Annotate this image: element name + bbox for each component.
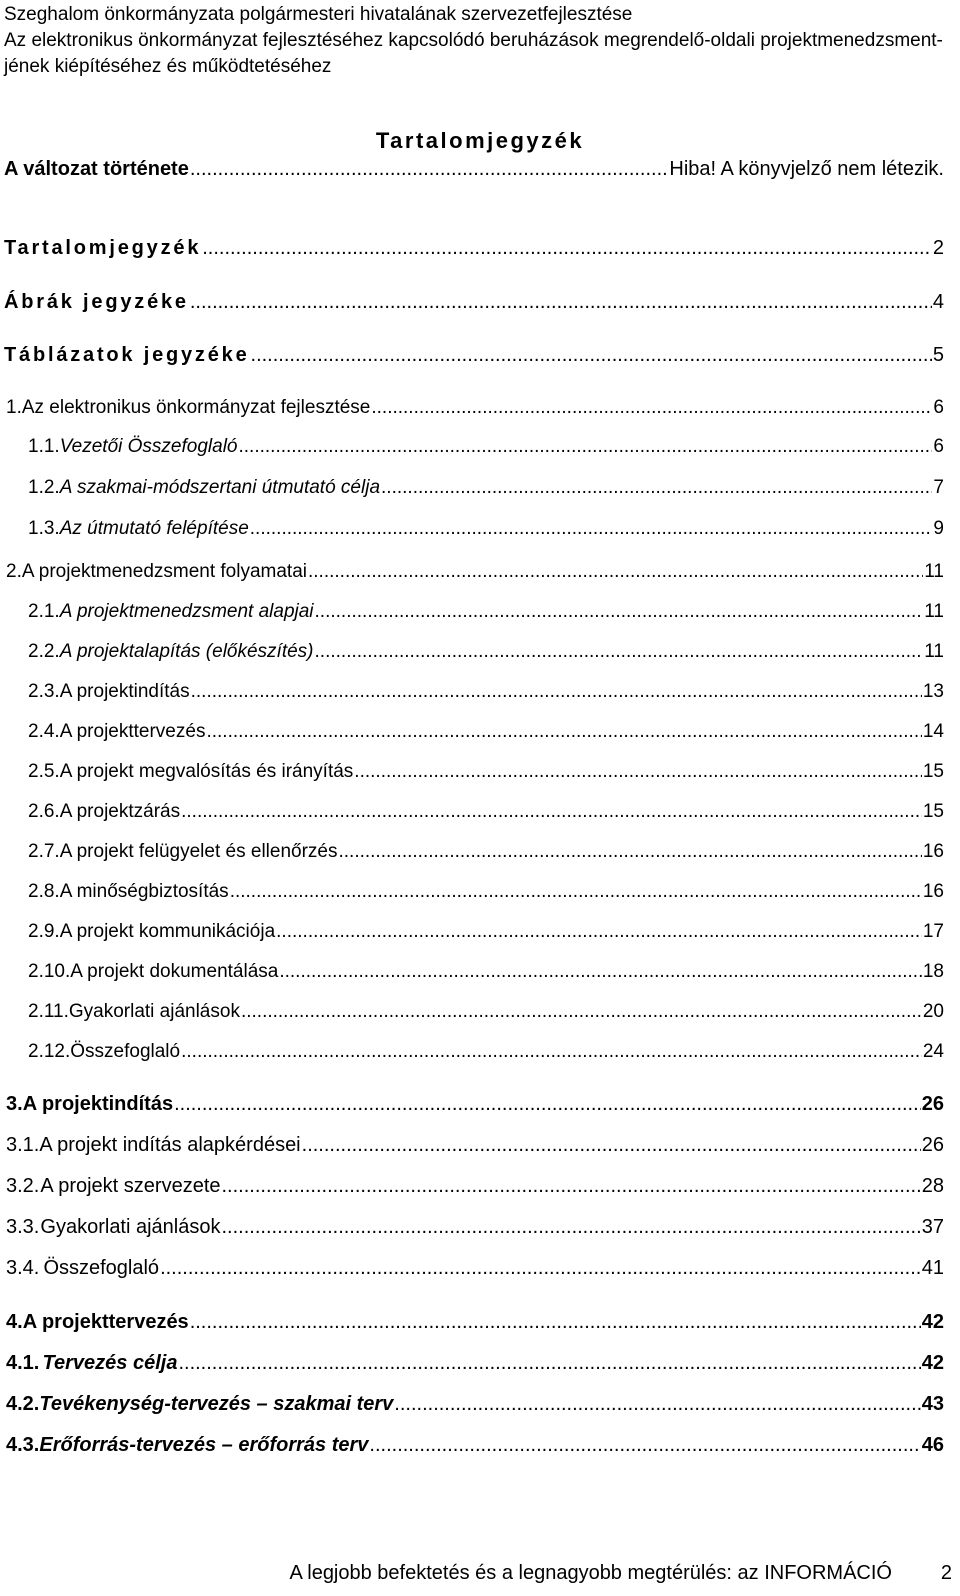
toc-entry-label: A projekt szervezete (40, 1175, 221, 1197)
toc-entry-page: 5 (932, 344, 944, 366)
toc-leader-dots (206, 721, 921, 743)
toc-entry-label: A szakmai-módszertani útmutató célja (59, 477, 381, 498)
toc-entry-page: 41 (921, 1257, 944, 1279)
toc-entry-page: 42 (921, 1311, 944, 1333)
toc-entry-page: 6 (933, 436, 944, 457)
toc-entry-number: 3.4. (6, 1257, 40, 1279)
toc-entry-page: 2 (932, 237, 944, 259)
toc-entry-page: 46 (921, 1434, 944, 1456)
toc-entry-number: 2.2. (28, 641, 60, 662)
toc-leader-dots (190, 1311, 921, 1334)
toc-entry-number: 2.7. (28, 841, 60, 862)
toc-entry-label: A projektmenedzsment folyamatai (21, 561, 307, 582)
toc-entry-number: 2.6. (28, 801, 60, 822)
toc-entry[interactable] (28, 477, 944, 507)
toc-entry-label: A projektindítás (59, 681, 190, 702)
toc-entry-page: 16 (922, 841, 944, 862)
toc-entry-page: 13 (922, 681, 944, 702)
toc-title: Tartalomjegyzék (375, 128, 585, 153)
toc-entry[interactable] (28, 881, 944, 911)
toc-entry-label: Gyakorlati ajánlások (68, 1001, 240, 1022)
toc-entry-page: Hiba! A könyvjelző nem létezik. (669, 158, 944, 180)
footer-text: A legjobb befektetés és a legnagyobb megtérülés: az INFORMÁCIÓ (289, 1562, 892, 1584)
toc-entry-page: 43 (921, 1393, 944, 1415)
toc-entry-number: 1.2. (28, 477, 60, 498)
toc-entry-number: 2.4. (28, 721, 60, 742)
toc-entry[interactable] (28, 518, 944, 548)
toc-entry-number: 2.9. (28, 921, 60, 942)
toc-entry-page: 17 (922, 921, 944, 942)
toc-entry-label: Erőforrás-tervezés – erőforrás terv (39, 1434, 369, 1456)
toc-entry[interactable] (28, 1001, 944, 1031)
toc-entry[interactable] (28, 436, 944, 466)
toc-entry-page: 4 (932, 291, 944, 313)
toc-entry-page: 14 (922, 721, 944, 742)
toc-entry-number: 3.3. (6, 1216, 40, 1238)
toc-leader-dots (276, 921, 922, 943)
toc-leader-dots (250, 518, 933, 540)
toc-leader-dots (371, 397, 932, 419)
toc-leader-dots (174, 1093, 921, 1116)
toc-entry-label: Összefoglaló (43, 1257, 160, 1279)
toc-entry-label: A projekt dokumentálása (70, 961, 279, 982)
footer-page-number: 2 (940, 1562, 952, 1584)
toc-entry[interactable] (6, 1257, 944, 1287)
toc-leader-dots (190, 158, 669, 181)
toc-entry-page: 24 (922, 1041, 944, 1062)
toc-entry-label: A projektmenedzsment alapjai (59, 601, 314, 622)
toc-entry-label: A változat története (4, 158, 189, 180)
toc-entry-number: 1.3. (28, 518, 60, 539)
toc-leader-dots (178, 1352, 920, 1375)
toc-entry-page: 26 (921, 1134, 944, 1156)
toc-entry-page: 9 (933, 518, 944, 539)
toc-entry[interactable] (6, 1393, 944, 1423)
toc-entry[interactable] (6, 1175, 944, 1205)
toc-entry-number: 2.11. (28, 1001, 69, 1022)
toc-leader-dots (230, 881, 922, 903)
toc-entry-number: 2.12. (28, 1041, 71, 1062)
toc-entry-number: 4.1. (6, 1352, 40, 1374)
toc-entry-page: 11 (924, 561, 944, 582)
toc-entry-label: Tevékenység-tervezés – szakmai terv (39, 1393, 394, 1415)
toc-leader-dots (202, 237, 932, 260)
toc-entry-page: 11 (924, 641, 944, 662)
toc-leader-dots (222, 1216, 921, 1239)
toc-entry-label: Gyakorlati ajánlások (40, 1216, 221, 1238)
toc-leader-dots (394, 1393, 920, 1416)
toc-entry-page: 42 (921, 1352, 944, 1374)
toc-entry-label: A projekttervezés (22, 1311, 189, 1333)
toc-entry-page: 15 (922, 801, 944, 822)
toc-entry-page: 28 (921, 1175, 944, 1197)
toc-entry-label: A projektzárás (59, 801, 181, 822)
toc-leader-dots (190, 291, 932, 314)
toc-entry[interactable] (6, 1434, 944, 1464)
toc-entry-number: 3.1. (6, 1134, 40, 1156)
toc-entry-label: Az útmutató felépítése (59, 518, 249, 539)
toc-entry[interactable] (28, 961, 944, 991)
toc-entry-label: A projekttervezés (59, 721, 206, 742)
toc-entry[interactable] (4, 158, 944, 188)
toc-entry-page: 11 (924, 601, 944, 622)
toc-entry-label: A projektalapítás (előkészítés) (59, 641, 314, 662)
toc-leader-dots (181, 1041, 922, 1063)
toc-entry-page: 15 (922, 761, 944, 782)
toc-leader-dots (222, 1175, 921, 1198)
toc-entry[interactable] (28, 761, 944, 791)
toc-leader-dots (381, 477, 932, 499)
toc-entry-page: 16 (922, 881, 944, 902)
toc-entry-label: A projekt megvalósítás és irányítás (59, 761, 354, 782)
toc-entry[interactable] (4, 344, 944, 374)
toc-entry-number: 1.1. (28, 436, 60, 457)
toc-entry-page: 18 (922, 961, 944, 982)
toc-leader-dots (160, 1257, 921, 1280)
toc-entry[interactable] (28, 801, 944, 831)
toc-entry-number: 1. (6, 397, 22, 418)
toc-leader-dots (279, 961, 922, 983)
toc-entry-label: A projekt indítás alapkérdései (39, 1134, 301, 1156)
toc-entry-label: A projekt kommunikációja (59, 921, 276, 942)
toc-leader-dots (308, 561, 923, 583)
toc-entry-label: Összefoglaló (70, 1041, 181, 1062)
toc-entry[interactable] (28, 921, 944, 951)
toc-entry[interactable] (4, 237, 944, 267)
toc-entry-number: 3.2. (6, 1175, 40, 1197)
toc-entry-label: Az elektronikus önkormányzat fejlesztése (21, 397, 371, 418)
toc-entry-number: 4.2. (6, 1393, 40, 1415)
toc-leader-dots (302, 1134, 921, 1157)
toc-entry-number: 4. (6, 1311, 23, 1333)
toc-entry-label: Vezetői Összefoglaló (59, 436, 238, 457)
toc-entry[interactable] (6, 561, 944, 591)
toc-entry-page: 26 (921, 1093, 944, 1115)
toc-entry-number: 2.3. (28, 681, 60, 702)
toc-entry-label: A minőségbiztosítás (59, 881, 229, 902)
page-footer (0, 1562, 952, 1592)
toc-leader-dots (315, 601, 924, 623)
header-line-3: jének kiépítéséhez és működtetéséhez (4, 56, 332, 77)
toc-leader-dots (191, 681, 922, 703)
toc-entry-label: Ábrák jegyzéke (4, 291, 189, 313)
toc-entry-number: 2.10. (28, 961, 71, 982)
toc-leader-dots (338, 841, 921, 863)
toc-leader-dots (251, 344, 932, 367)
toc-entry-label: Tartalomjegyzék (4, 237, 202, 259)
toc-leader-dots (369, 1434, 920, 1457)
toc-leader-dots (241, 1001, 922, 1023)
toc-entry[interactable] (28, 681, 944, 711)
header-line-2: Az elektronikus önkormányzat fejlesztéséhez kapcsolódó beruházások megrendelő-oldali projektmenedzsment- (4, 30, 943, 51)
toc-entry[interactable] (6, 1311, 944, 1341)
toc-entry-number: 2.5. (28, 761, 60, 782)
toc-entry[interactable] (28, 601, 944, 631)
toc-entry-label: A projekt felügyelet és ellenőrzés (59, 841, 338, 862)
toc-leader-dots (239, 436, 933, 458)
toc-entry[interactable] (28, 721, 944, 751)
toc-entry[interactable] (6, 1134, 944, 1164)
toc-entry-number: 2.1. (28, 601, 60, 622)
toc-entry-page: 6 (933, 397, 944, 418)
toc-entry-number: 4.3. (6, 1434, 40, 1456)
toc-leader-dots (354, 761, 922, 783)
toc-entry[interactable] (28, 1041, 944, 1071)
toc-entry-number: 2.8. (28, 881, 60, 902)
toc-entry[interactable] (28, 641, 944, 671)
toc-leader-dots (181, 801, 922, 823)
toc-entry-number: 2. (6, 561, 22, 582)
toc-entry[interactable] (28, 841, 944, 871)
toc-entry[interactable] (6, 1352, 944, 1382)
toc-entry-page: 37 (921, 1216, 944, 1238)
toc-entry[interactable] (6, 1216, 944, 1246)
toc-entry[interactable] (6, 397, 944, 427)
header-line-1: Szeghalom önkormányzata polgármesteri hivatalának szervezetfejlesztése (4, 4, 633, 25)
toc-entry[interactable] (4, 291, 944, 321)
toc-entry-page: 7 (933, 477, 944, 498)
toc-entry-page: 20 (922, 1001, 944, 1022)
toc-entry-label: Tervezés célja (42, 1352, 178, 1374)
toc-entry[interactable] (6, 1093, 944, 1123)
toc-entry-number: 3. (6, 1093, 23, 1115)
toc-leader-dots (315, 641, 924, 663)
toc-entry-label: A projektindítás (22, 1093, 174, 1115)
toc-entry-label: Táblázatok jegyzéke (4, 344, 250, 366)
